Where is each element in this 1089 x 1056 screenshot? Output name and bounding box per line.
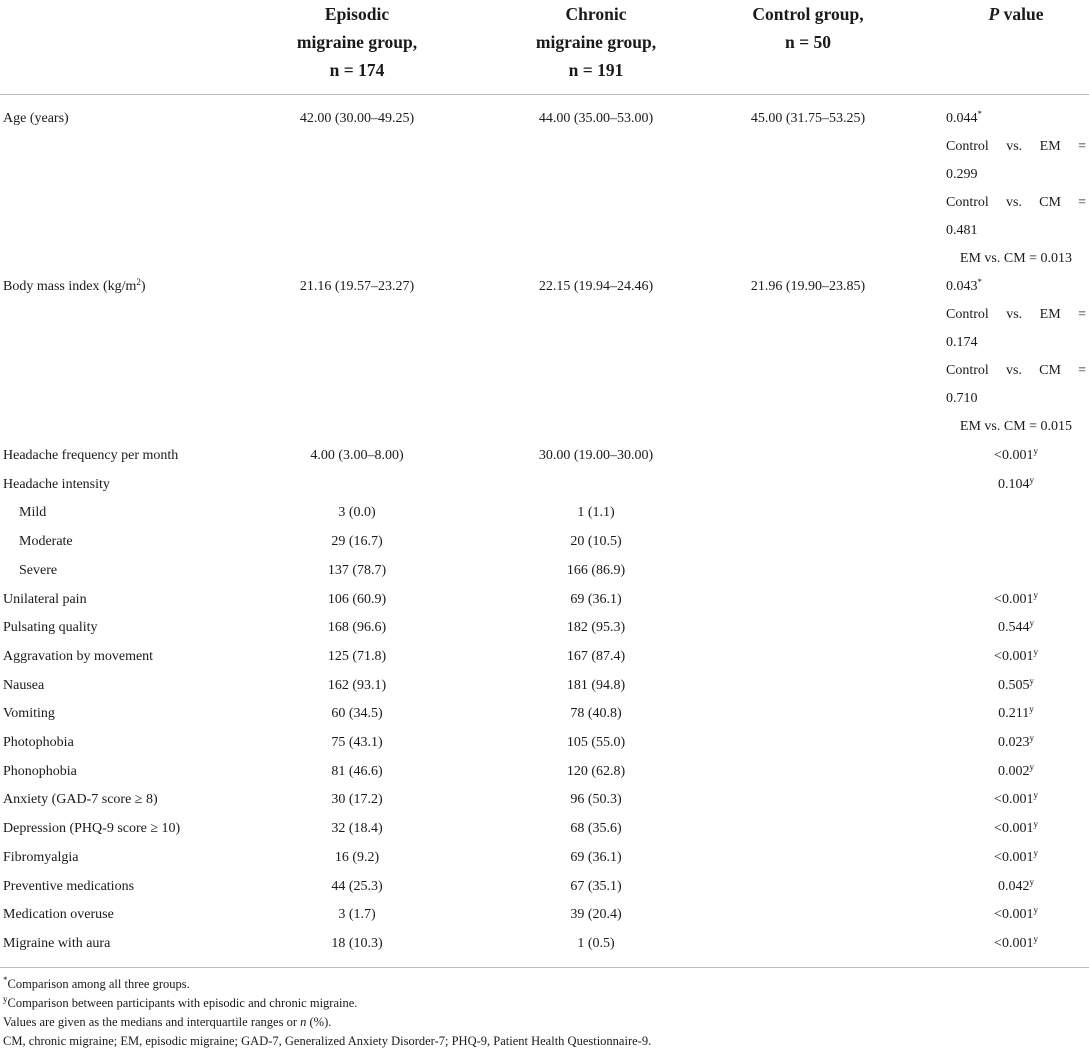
cell-em: 75 (43.1) — [331, 735, 383, 750]
p-value-text: 0.505 — [998, 677, 1030, 693]
header-episodic — [272, 0, 442, 84]
cell-em: 32 (18.4) — [331, 821, 383, 837]
cell-cm: 1 (1.1) — [577, 505, 615, 521]
cell-p-value — [946, 873, 1086, 901]
table-row — [0, 758, 1089, 786]
p-control-vs-cm: 0.481 — [946, 223, 978, 238]
row-label: Vomiting — [3, 706, 55, 722]
cell-cm: 120 (62.8) — [566, 763, 626, 779]
footnote-mark: * — [3, 975, 8, 985]
p-value-text: <0.001 — [994, 907, 1034, 923]
table-row — [0, 557, 1089, 585]
p-value-mark: y — [1033, 790, 1038, 801]
p-word: vs. — [1006, 307, 1023, 322]
cell-p-value — [946, 930, 1086, 958]
p-value-text: <0.001 — [994, 448, 1034, 463]
p-word: Control — [946, 307, 989, 322]
footnote-all-groups — [3, 975, 190, 994]
row-label: Medication overuse — [3, 907, 114, 923]
p-mark: * — [977, 109, 982, 119]
p-word: vs. — [1005, 363, 1022, 378]
cell-p-value — [946, 643, 1086, 671]
cell-em: 42.00 (30.00–49.25) — [299, 111, 415, 126]
cell-em: 29 (16.7) — [331, 534, 383, 550]
cell-em: 168 (96.6) — [327, 620, 387, 636]
footnote-text: Values are given as the medians and interquartile ranges or — [3, 1015, 301, 1029]
table-row — [0, 786, 1089, 814]
table-row — [0, 672, 1089, 700]
row-label: Headache frequency per month — [3, 448, 179, 463]
header-episodic-line3: n = 174 — [329, 60, 385, 80]
p-value-mark: y — [1033, 819, 1038, 830]
p-word: vs. — [1006, 139, 1023, 154]
p-value-mark: y — [1029, 618, 1034, 629]
table-row — [0, 528, 1089, 556]
footnote-episodic-chronic — [3, 994, 357, 1013]
p-value-text: 0.042 — [998, 878, 1030, 894]
table-row — [0, 643, 1089, 671]
header-chronic — [511, 0, 681, 84]
table-row — [0, 499, 1089, 527]
p-value-mark: y — [1033, 933, 1038, 944]
p-value-mark: y — [1033, 446, 1038, 456]
table-row-age — [0, 105, 1089, 133]
cell-em: 162 (93.1) — [327, 677, 387, 693]
cell-em: 44 (25.3) — [331, 878, 383, 894]
header-chronic-line3: n = 191 — [568, 60, 624, 80]
label-text: Body mass index (kg/m — [3, 279, 137, 294]
cell-cm: 1 (0.5) — [577, 935, 615, 951]
p-control-vs-em: 0.299 — [946, 167, 978, 182]
table-row-bmi — [0, 273, 1089, 301]
table-header — [0, 0, 1089, 94]
p-mark: * — [977, 277, 982, 287]
p-value-text: <0.001 — [994, 935, 1034, 951]
header-p-rest: value — [999, 4, 1044, 24]
p-word: CM — [1039, 195, 1061, 210]
row-label: Anxiety (GAD-7 score ≥ 8) — [3, 792, 158, 808]
cell-p-value — [946, 901, 1086, 929]
header-chronic-line2: migraine group, — [535, 32, 657, 52]
row-label: Pulsating quality — [3, 620, 98, 636]
cell-cm: 44.00 (35.00–53.00) — [538, 111, 654, 126]
cell-em: 16 (9.2) — [334, 849, 380, 865]
cell-p-value — [946, 758, 1086, 786]
row-label: Photophobia — [3, 735, 74, 750]
table-bottom-divider — [0, 967, 1089, 968]
cell-em: 3 (1.7) — [338, 907, 376, 923]
row-label — [3, 273, 146, 301]
row-label: Phonophobia — [3, 763, 77, 779]
row-label: Preventive medications — [3, 878, 135, 894]
cell-cm: 67 (35.1) — [570, 878, 622, 894]
p-control-vs-em: 0.174 — [946, 335, 978, 350]
header-chronic-line1: Chronic — [565, 4, 627, 24]
cell-cm: 69 (36.1) — [570, 591, 622, 607]
table-row — [0, 471, 1089, 499]
row-label: Fibromyalgia — [3, 849, 79, 865]
row-label: Mild — [19, 505, 47, 521]
p-value-text: 0.023 — [998, 735, 1030, 750]
cell-cm: 22.15 (19.94–24.46) — [538, 279, 654, 294]
cell-p-value — [946, 786, 1086, 814]
p-value-text: 0.544 — [998, 620, 1030, 636]
header-episodic-line2: migraine group, — [296, 32, 418, 52]
cell-cm: 105 (55.0) — [566, 735, 626, 750]
table-row — [0, 729, 1089, 757]
footnote-italic: n — [300, 1015, 307, 1029]
cell-cm: 182 (95.3) — [566, 620, 626, 636]
p-word: = — [1078, 139, 1086, 154]
cell-cm: 96 (50.3) — [570, 792, 622, 808]
p-value-mark: y — [1029, 733, 1034, 743]
p-word: vs. — [1005, 195, 1022, 210]
p-value-mark: y — [1033, 646, 1038, 657]
row-label: Unilateral pain — [3, 591, 87, 607]
cell-cm: 68 (35.6) — [570, 821, 622, 837]
footnote-values — [3, 1013, 331, 1032]
header-control-line2: n = 50 — [785, 32, 831, 52]
cell-em: 60 (34.5) — [331, 706, 383, 722]
p-em-vs-cm: EM vs. CM = 0.013 — [959, 251, 1073, 266]
p-word: EM — [1039, 307, 1061, 322]
p-value-text: <0.001 — [994, 849, 1034, 865]
cell-cm: 20 (10.5) — [570, 534, 622, 550]
p-value-text: 0.104 — [998, 476, 1030, 492]
cell-em: 81 (46.6) — [331, 763, 383, 779]
table-row — [0, 901, 1089, 929]
cell-em: 106 (60.9) — [327, 591, 387, 607]
cell-cm: 30.00 (19.00–30.00) — [538, 448, 654, 463]
p-word: = — [1078, 363, 1086, 378]
header-control — [723, 0, 893, 56]
table-row — [0, 844, 1089, 872]
footnote-text-end: (%). — [306, 1015, 332, 1029]
header-p-value — [946, 0, 1086, 28]
cell-em: 3 (0.0) — [338, 505, 376, 521]
cell-p-value — [946, 471, 1086, 499]
p-em-vs-cm: EM vs. CM = 0.015 — [959, 419, 1073, 434]
cell-em: 137 (78.7) — [327, 562, 387, 578]
table-row — [0, 614, 1089, 642]
table-row — [0, 442, 1089, 470]
cell-cm: 167 (87.4) — [566, 648, 626, 664]
label-superscript: 2 — [136, 277, 141, 287]
p-value-mark: y — [1029, 704, 1034, 715]
table-row — [0, 930, 1089, 958]
row-label: Migraine with aura — [3, 935, 111, 951]
header-control-line1: Control group, — [752, 4, 864, 24]
row-label: Nausea — [3, 677, 45, 693]
p-word: CM — [1039, 363, 1061, 378]
p-overall: 0.044 — [946, 111, 978, 126]
p-value-text: <0.001 — [994, 821, 1034, 837]
cell-em: 18 (10.3) — [331, 935, 383, 951]
p-value-mark: y — [1029, 474, 1034, 485]
cell-p-value — [946, 586, 1086, 614]
row-label: Moderate — [19, 534, 73, 550]
p-overall: 0.043 — [946, 279, 978, 294]
p-word: Control — [946, 195, 989, 210]
table-row — [0, 815, 1089, 843]
cell-em: 4.00 (3.00–8.00) — [310, 448, 404, 463]
cell-cm: 181 (94.8) — [566, 677, 626, 693]
p-word: EM — [1039, 139, 1061, 154]
p-value-mark: y — [1029, 876, 1034, 887]
p-word: Control — [946, 363, 989, 378]
footnote-text: Comparison among all three groups. — [7, 977, 190, 991]
p-word: Control — [946, 139, 989, 154]
row-label: Headache intensity — [3, 476, 110, 492]
cell-cm: 39 (20.4) — [570, 907, 622, 923]
cell-p-value — [946, 815, 1086, 843]
cell-p-value — [946, 700, 1086, 728]
p-value-mark: y — [1033, 905, 1038, 916]
table-row — [0, 586, 1089, 614]
cell-p-value — [946, 442, 1086, 470]
footnote-mark: y — [3, 994, 8, 1004]
p-value-text: <0.001 — [994, 792, 1034, 808]
cell-p-value — [946, 614, 1086, 642]
cell-cm: 69 (36.1) — [570, 849, 622, 865]
row-label: Depression (PHQ-9 score ≥ 10) — [3, 821, 181, 837]
cell-p-value — [946, 672, 1086, 700]
table-row — [0, 700, 1089, 728]
footnote-text: Comparison between participants with episodic and chronic migraine. — [7, 996, 358, 1010]
label-text-end: ) — [140, 279, 146, 294]
cell-control: 45.00 (31.75–53.25) — [750, 111, 866, 126]
p-value-text: <0.001 — [994, 648, 1034, 664]
table-row — [0, 873, 1089, 901]
header-divider — [0, 94, 1089, 95]
p-control-vs-cm: 0.710 — [946, 391, 978, 406]
p-value-block-bmi — [946, 273, 1086, 441]
row-label: Severe — [19, 562, 58, 578]
p-value-mark: y — [1033, 847, 1038, 858]
p-word: = — [1078, 195, 1086, 210]
row-label: Age (years) — [3, 111, 69, 126]
p-value-mark: y — [1029, 761, 1034, 772]
cell-p-value — [946, 729, 1086, 757]
cell-cm: 78 (40.8) — [570, 706, 622, 722]
p-value-text: 0.211 — [998, 706, 1030, 722]
cell-em: 21.16 (19.57–23.27) — [299, 279, 415, 294]
p-value-text: <0.001 — [994, 591, 1034, 607]
cell-p-value — [946, 844, 1086, 872]
footnote-abbreviations: CM, chronic migraine; EM, episodic migraine; GAD-7, Generalized Anxiety Disorder-7; PHQ-9, Patient Health Questionnaire-9. — [3, 1034, 652, 1048]
cell-cm: 166 (86.9) — [566, 562, 626, 578]
p-word: = — [1078, 307, 1086, 322]
cell-em: 125 (71.8) — [327, 648, 387, 664]
p-value-mark: y — [1029, 675, 1034, 686]
header-episodic-line1: Episodic — [324, 4, 390, 24]
p-value-text: 0.002 — [998, 763, 1030, 779]
p-value-mark: y — [1033, 589, 1038, 600]
row-label: Aggravation by movement — [3, 648, 154, 664]
cell-control: 21.96 (19.90–23.85) — [750, 279, 866, 294]
header-p-italic: P — [988, 4, 1000, 24]
cell-em: 30 (17.2) — [331, 792, 383, 808]
p-value-block-age — [946, 105, 1086, 273]
